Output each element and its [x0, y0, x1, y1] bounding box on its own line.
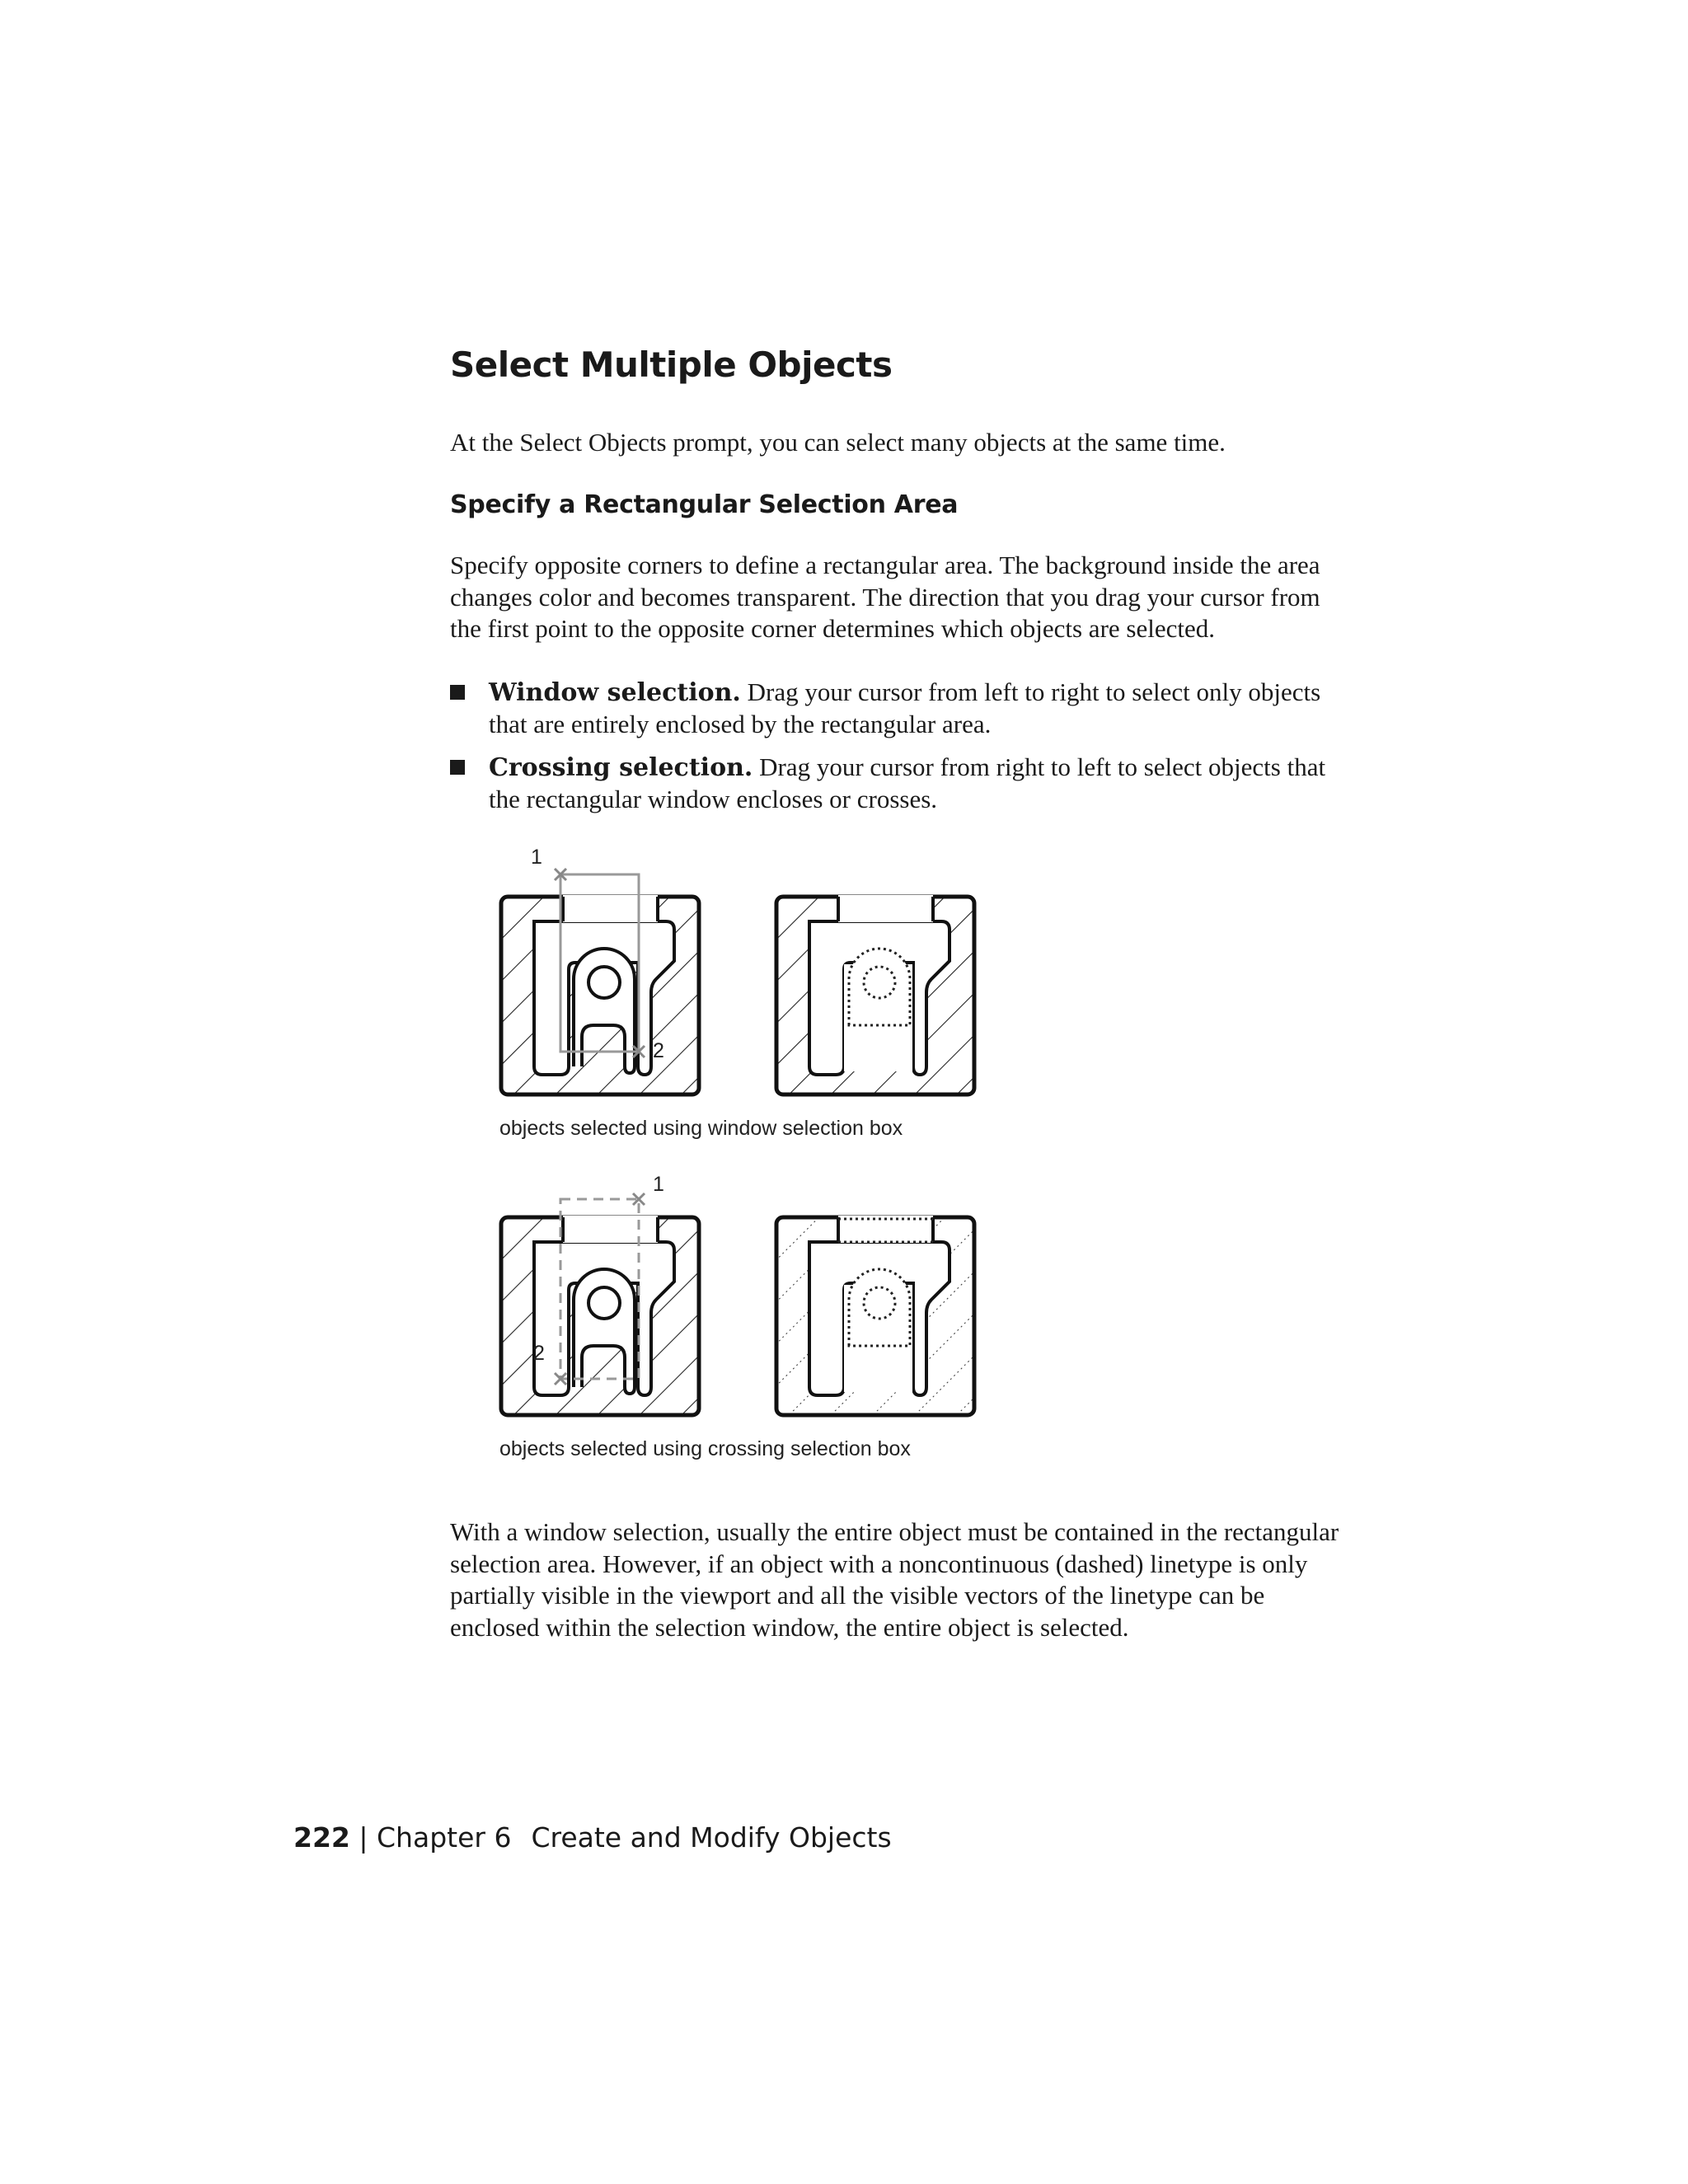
- body-paragraph: Specify opposite corners to define a rectangular area. The background inside the area changes color and becomes transparent. The direction that you drag your cursor from the first point to the opposite corner determines which objects are selected.: [450, 551, 1320, 643]
- bullet-text: Drag your cursor from left to right to select only objects that are entirely enclosed by the rectangular area.: [489, 677, 1321, 738]
- crossing-after-part: [776, 1216, 974, 1415]
- crossing-selection-caption: objects selected using crossing selection box: [499, 1437, 911, 1460]
- section-heading: Specify a Rectangular Selection Area: [450, 490, 959, 519]
- bullet-list: [450, 677, 1340, 827]
- page-footer: [293, 1821, 892, 1854]
- window-point-1-label: 1: [531, 846, 542, 869]
- bullet-item-window-selection: [450, 677, 1340, 740]
- body-paragraph: With a window selection, usually the entire object must be contained in the rectangular selection area. However, if an object with a noncontinuous (dashed) linetype is only partially visible in the viewport and all the visible vectors of the linetype can be enclosed within the selection window, the entire object is selected.: [450, 1517, 1339, 1642]
- bullet-text: Drag your cursor from right to left to select objects that the rectangular window encloses or crosses.: [489, 752, 1326, 813]
- bullet-item-crossing-selection: [450, 752, 1340, 815]
- footer-separator: |: [359, 1821, 368, 1854]
- window-after-part: [776, 895, 974, 1094]
- selection-figure: [470, 845, 997, 1471]
- intro-paragraph: At the Select Objects prompt, you can select many objects at the same time.: [450, 428, 1226, 457]
- crossing-point-2-label: 2: [533, 1342, 545, 1365]
- page-number: 222: [293, 1821, 350, 1854]
- selection-diagram: [470, 845, 997, 1471]
- bullet-term: Window selection.: [489, 678, 741, 707]
- window-selection-caption: objects selected using window selection box: [499, 1117, 903, 1140]
- crossing-before-part: [501, 1193, 699, 1415]
- page-title: Select Multiple Objects: [450, 344, 893, 385]
- square-bullet-icon: [450, 685, 465, 700]
- crossing-point-1-label: 1: [653, 1173, 664, 1196]
- window-before-part: [501, 869, 699, 1094]
- bullet-term: Crossing selection.: [489, 753, 753, 782]
- chapter-label: Chapter 6: [377, 1821, 512, 1854]
- square-bullet-icon: [450, 760, 465, 775]
- chapter-title: Create and Modify Objects: [531, 1821, 892, 1854]
- window-point-2-label: 2: [653, 1039, 664, 1062]
